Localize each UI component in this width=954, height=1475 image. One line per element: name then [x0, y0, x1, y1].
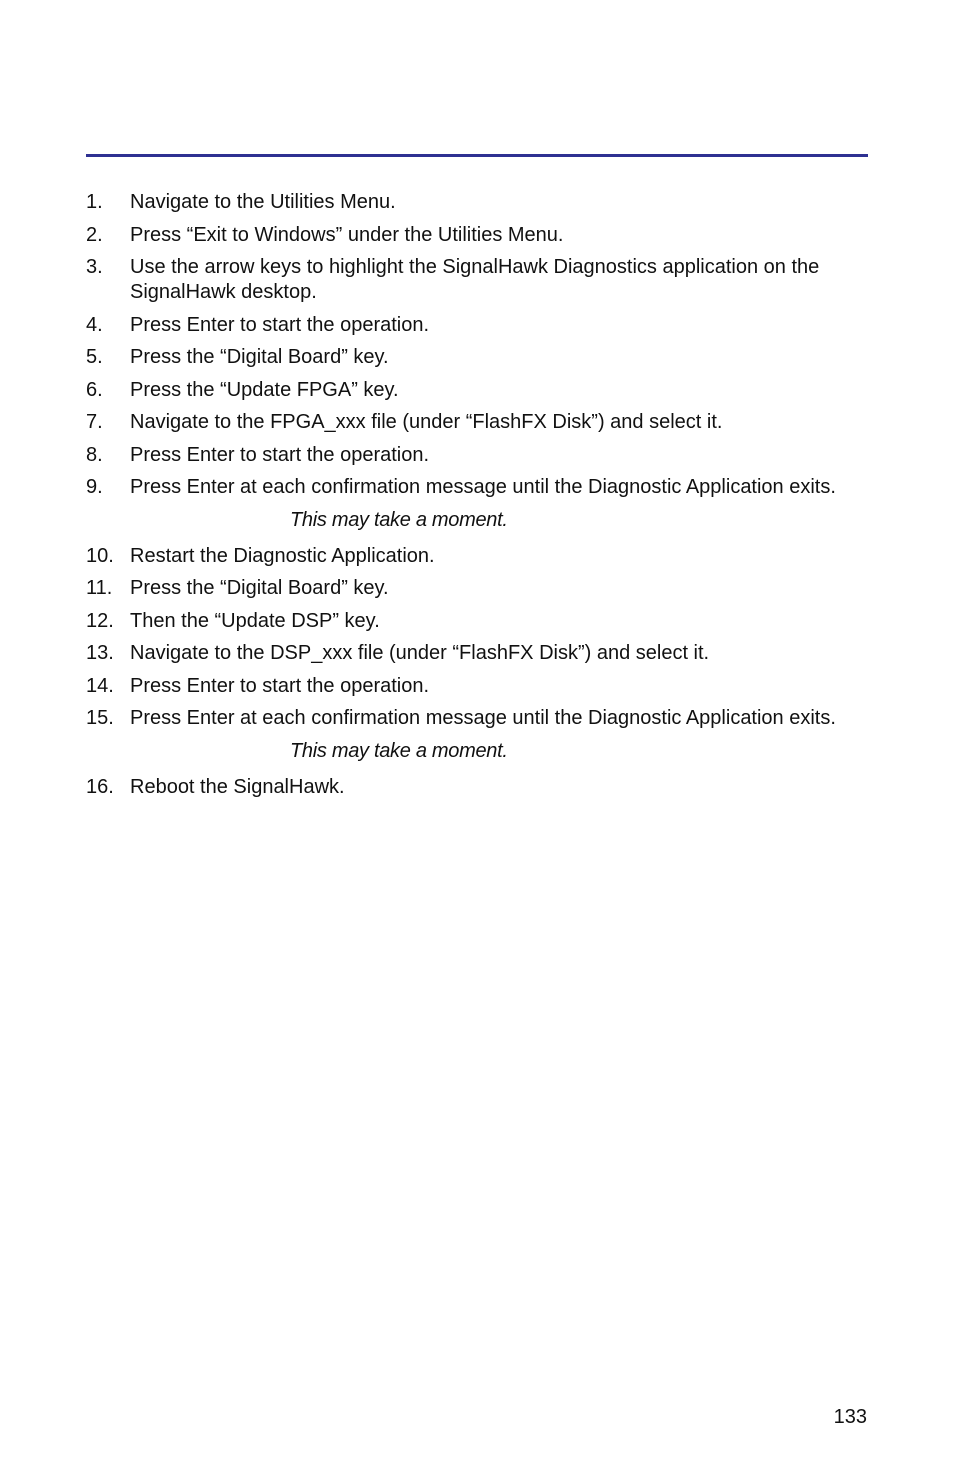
step-item — [86, 345, 868, 370]
header-rule — [86, 154, 868, 157]
step-item — [86, 674, 868, 699]
step-item — [86, 475, 868, 500]
step-item — [86, 775, 868, 800]
note-text: This may take a moment. — [290, 508, 508, 531]
step-text: Restart the Diagnostic Application. — [130, 544, 435, 567]
step-item — [86, 641, 868, 666]
step-number: 11. — [86, 577, 113, 599]
step-item — [86, 609, 868, 634]
step-number: 12. — [86, 609, 114, 632]
step-text: Use the arrow keys to highlight the SignalHawk Diagnostics application on the SignalHawk desktop. — [130, 256, 820, 303]
step-text: Press Enter to start the operation. — [130, 443, 430, 466]
step-text: Press Enter at each confirmation message until the Diagnostic Application exits. — [130, 707, 836, 729]
step-text: Then the “Update DSP” key. — [130, 609, 380, 632]
step-text: Navigate to the Utilities Menu. — [130, 191, 396, 213]
step-number: 2. — [86, 223, 103, 246]
step-text: Navigate to the DSP_xxx file (under “FlashFX Disk”) and select it. — [130, 642, 710, 664]
step-item — [86, 443, 868, 468]
step-number: 8. — [86, 443, 103, 466]
step-number: 13. — [86, 642, 114, 664]
steps-group-1 — [86, 190, 868, 500]
step-item — [86, 378, 868, 403]
step-number: 5. — [86, 346, 103, 368]
step-number: 3. — [86, 256, 103, 278]
steps-group-2 — [86, 544, 868, 732]
step-number: 9. — [86, 476, 103, 498]
step-number: 16. — [86, 775, 114, 798]
step-number: 6. — [86, 378, 103, 401]
step-number: 15. — [86, 707, 114, 729]
page-number: 133 — [833, 1406, 867, 1428]
steps-group-3 — [86, 775, 868, 800]
step-text: Press the “Digital Board” key. — [130, 346, 389, 368]
step-text: Press the “Digital Board” key. — [130, 577, 389, 599]
step-text: Press Enter at each confirmation message until the Diagnostic Application exits. — [130, 476, 836, 498]
step-number: 7. — [86, 411, 103, 433]
step-item — [86, 255, 868, 305]
note-text: This may take a moment. — [290, 739, 508, 762]
step-text: Navigate to the FPGA_xxx file (under “FlashFX Disk”) and select it. — [130, 411, 723, 433]
procedure-steps — [86, 190, 868, 807]
step-number: 1. — [86, 191, 103, 213]
step-text: Press “Exit to Windows” under the Utilities Menu. — [130, 223, 564, 246]
step-item — [86, 313, 868, 338]
step-number: 4. — [86, 313, 103, 336]
step-number: 14. — [86, 674, 114, 697]
step-item — [86, 544, 868, 569]
step-text: Press the “Update FPGA” key. — [130, 378, 399, 401]
step-text: Press Enter to start the operation. — [130, 674, 430, 697]
step-item — [86, 190, 868, 215]
step-text: Reboot the SignalHawk. — [130, 775, 345, 798]
step-item — [86, 576, 868, 601]
step-item — [86, 410, 868, 435]
step-text: Press Enter to start the operation. — [130, 313, 430, 336]
step-number: 10. — [86, 544, 114, 567]
step-item — [86, 223, 868, 248]
step-item — [86, 706, 868, 731]
